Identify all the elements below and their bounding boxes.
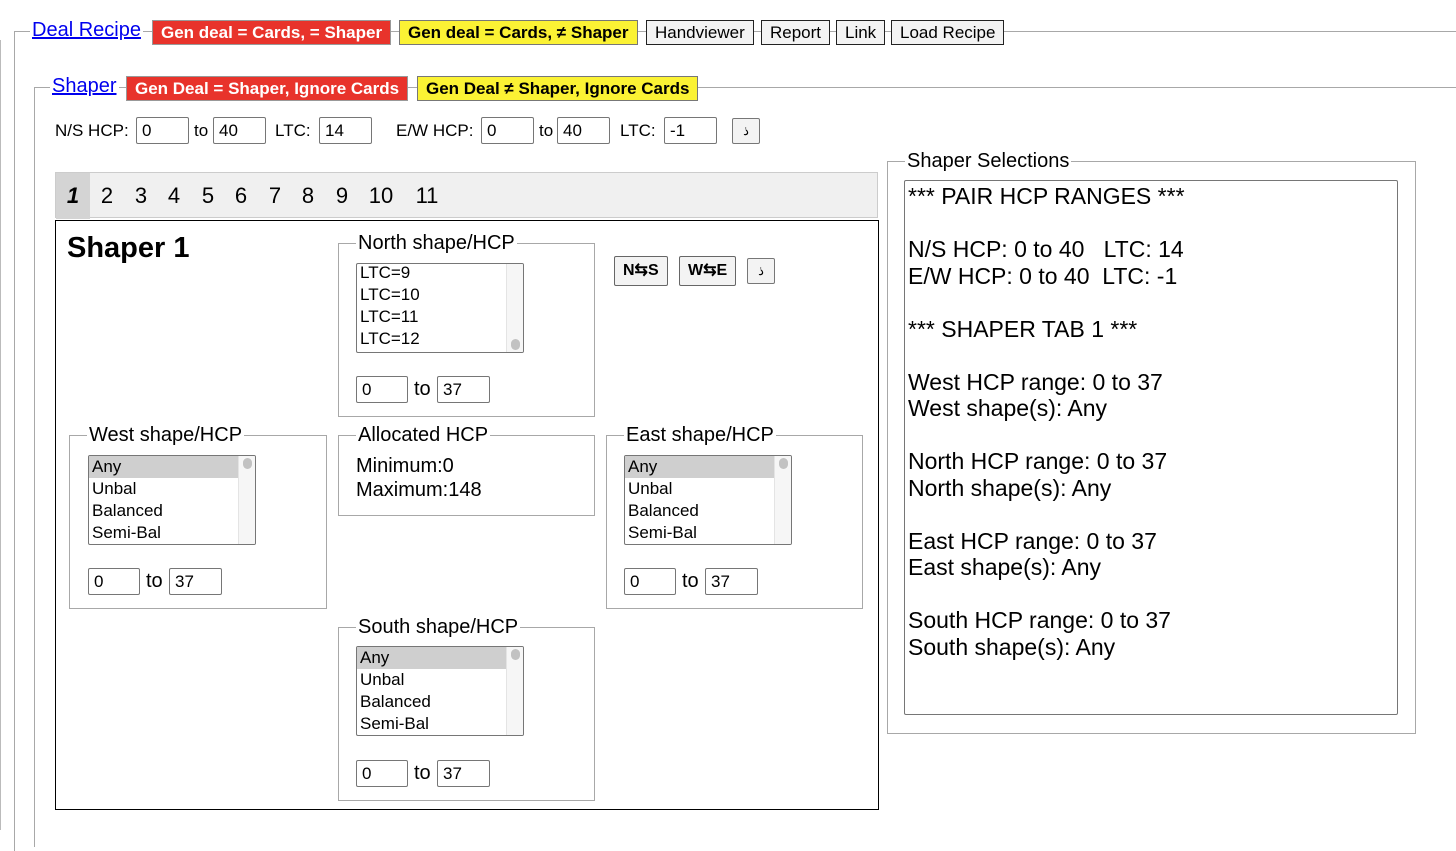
ns-hcp-max-input[interactable] [213, 117, 266, 144]
south-hcp-min-input[interactable] [356, 760, 408, 787]
shaper-legend [50, 75, 119, 103]
south-shape-list[interactable] [356, 646, 524, 736]
scrollbar-thumb[interactable] [243, 458, 252, 469]
deal-recipe-legend [30, 19, 143, 47]
to-label: to [146, 570, 163, 592]
list-item[interactable]: Balanced [628, 501, 699, 520]
list-item[interactable]: LTC=11 [360, 307, 419, 326]
list-item[interactable]: Semi-Bal [92, 523, 161, 542]
list-item[interactable]: Any [89, 456, 255, 478]
shaper-link[interactable]: Shaper [52, 75, 117, 97]
list-item[interactable]: LTC=9 [360, 263, 411, 282]
list-item[interactable]: LTC=12 [360, 329, 420, 348]
ns-ltc-input[interactable] [319, 117, 372, 144]
scrollbar[interactable] [506, 264, 523, 352]
west-legend: West shape/HCP [89, 424, 243, 446]
allocated-maximum: Maximum:148 [356, 479, 482, 501]
list-item[interactable]: Unbal [628, 479, 673, 498]
west-hcp-max-input[interactable] [169, 568, 222, 595]
swap-we-button[interactable]: W⇆E [679, 256, 736, 286]
to-label: to [414, 762, 431, 784]
south-legend: South shape/HCP [358, 616, 519, 638]
gen-deal-ne-shaper-button[interactable]: Gen Deal ≠ Shaper, Ignore Cards [417, 76, 698, 101]
to-label: to [539, 121, 554, 140]
deal-recipe-link[interactable]: Deal Recipe [32, 19, 141, 41]
tab-7[interactable]: 7 [268, 183, 282, 208]
swap-ns-button[interactable]: N⇆S [614, 256, 668, 286]
tab-9[interactable]: 9 [335, 183, 349, 208]
list-item[interactable]: Any [357, 647, 523, 669]
tab-3[interactable]: 3 [134, 183, 148, 208]
allocated-minimum: Minimum:0 [356, 455, 454, 477]
north-hcp-max-input[interactable] [437, 376, 490, 403]
left-edge-marks [0, 40, 2, 830]
ns-ltc-label: LTC: [275, 121, 311, 140]
list-item[interactable]: Unbal [360, 670, 405, 689]
scrollbar-thumb[interactable] [511, 339, 520, 350]
scrollbar-thumb[interactable] [779, 458, 788, 469]
to-label: to [682, 570, 699, 592]
allocated-legend: Allocated HCP [358, 424, 489, 446]
east-legend: East shape/HCP [626, 424, 774, 446]
tab-6[interactable]: 6 [234, 183, 248, 208]
selections-textarea[interactable]: *** PAIR HCP RANGES *** N/S HCP: 0 to 40 LTC: 14 E/W HCP: 0 to 40 LTC: -1 *** SHAPER TAB 1 *** West HCP range: 0 to 37 West shape(s): Any North HCP range: 0 to 37 North shape(s): Any East HCP range: 0 to 37 East shape(s): Any South HCP range: 0 to 37 South shape(s): Any [904, 180, 1398, 715]
scrollbar[interactable] [774, 456, 791, 544]
ew-hcp-max-input[interactable] [557, 117, 610, 144]
ew-hcp-label: E/W HCP: [396, 121, 474, 140]
handviewer-button[interactable]: Handviewer [646, 20, 754, 45]
tab-11[interactable]: 11 [415, 183, 439, 208]
ns-hcp-min-input[interactable] [136, 117, 189, 144]
west-hcp-min-input[interactable] [88, 568, 140, 595]
tab-4[interactable]: 4 [167, 183, 181, 208]
load-recipe-button[interactable]: Load Recipe [891, 20, 1004, 45]
list-item[interactable]: Balanced [92, 501, 163, 520]
list-item[interactable]: Semi-Bal [360, 714, 429, 733]
reset-shaper-button[interactable]: ذ [747, 258, 775, 284]
tab-10[interactable]: 10 [368, 183, 394, 208]
list-item[interactable]: Semi-Bal [628, 523, 697, 542]
north-hcp-min-input[interactable] [356, 376, 408, 403]
gen-deal-eq-shaper-button[interactable]: Gen Deal = Shaper, Ignore Cards [126, 76, 408, 101]
east-hcp-min-input[interactable] [624, 568, 676, 595]
scrollbar[interactable] [238, 456, 255, 544]
list-item[interactable]: Unbal [92, 479, 137, 498]
list-item[interactable]: Balanced [360, 692, 431, 711]
scrollbar[interactable] [506, 647, 523, 735]
gen-deal-cards-eq-shaper-button[interactable]: Gen deal = Cards, = Shaper [152, 20, 391, 45]
selections-legend: Shaper Selections [907, 150, 1070, 172]
north-shape-list[interactable] [356, 263, 524, 353]
tab-1[interactable]: 1 [56, 173, 90, 219]
east-hcp-max-input[interactable] [705, 568, 758, 595]
list-item[interactable]: LTC=10 [360, 285, 420, 304]
ew-ltc-label: LTC: [620, 121, 656, 140]
to-label: to [414, 378, 431, 400]
ns-hcp-label: N/S HCP: [55, 121, 129, 140]
list-item[interactable]: Any [625, 456, 791, 478]
scrollbar-thumb[interactable] [511, 649, 520, 660]
reset-hcp-button[interactable]: ذ [732, 118, 760, 144]
south-hcp-max-input[interactable] [437, 760, 490, 787]
shaper-tab-bar [55, 172, 878, 218]
north-legend: North shape/HCP [358, 232, 515, 254]
west-shape-list[interactable] [88, 455, 256, 545]
ew-hcp-min-input[interactable] [481, 117, 534, 144]
gen-deal-cards-ne-shaper-button[interactable]: Gen deal = Cards, ≠ Shaper [399, 20, 638, 45]
tab-8[interactable]: 8 [301, 183, 315, 208]
tab-2[interactable]: 2 [100, 183, 114, 208]
east-shape-list[interactable] [624, 455, 792, 545]
tab-5[interactable]: 5 [201, 183, 215, 208]
to-label: to [194, 121, 209, 140]
link-button[interactable]: Link [836, 20, 885, 45]
ew-ltc-input[interactable] [664, 117, 717, 144]
panel-title: Shaper 1 [67, 232, 190, 264]
report-button[interactable]: Report [761, 20, 830, 45]
